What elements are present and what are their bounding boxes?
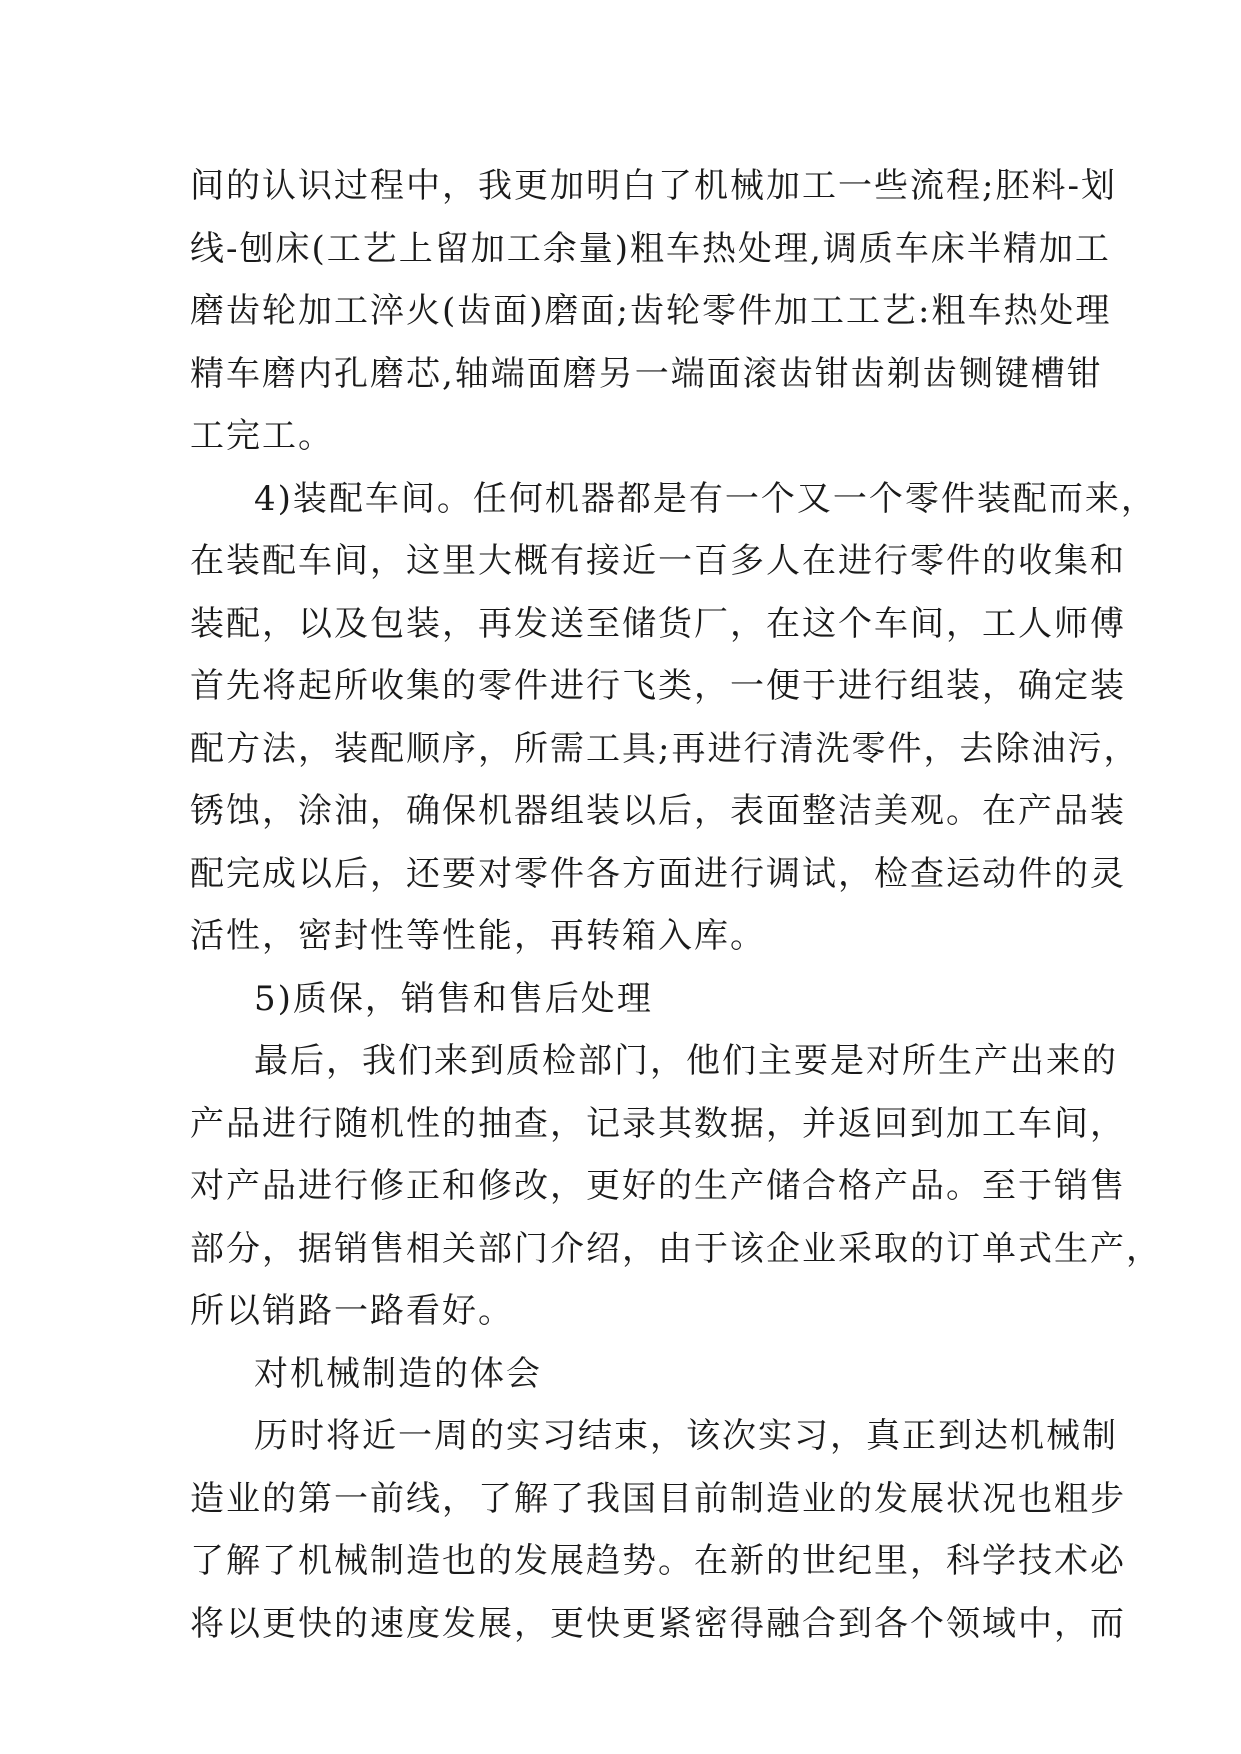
text-line: 造业的第一前线，了解了我国目前制造业的发展状况也粗步 [190,1478,1126,1519]
text-line: 线-刨床(工艺上留加工余量)粗车热处理,调质车床半精加工 [190,228,1111,269]
text-line: 活性，密封性等性能，再转箱入库。 [190,916,766,956]
text-line: 配方法，装配顺序，所需工具;再进行清洗零件，去除油污， [190,728,1140,769]
section-heading-experience: 对机械制造的体会 [254,1353,542,1394]
text-line: 首先将起所收集的零件进行飞类，一便于进行组装，确定装 [190,666,1126,706]
text-line: 装配，以及包装，再发送至储货厂，在这个车间，工人师傅 [190,603,1126,644]
text-line: 锈蚀，涂油，确保机器组装以后，表面整洁美观。在产品装 [190,791,1126,831]
text-line: 对产品进行修正和修改，更好的生产储合格产品。至于销售 [190,1166,1126,1206]
section-heading-assembly: 4)装配车间。任何机器都是有一个又一个零件装配而来， [254,478,1157,519]
section-heading-quality: 5)质保，销售和售后处理 [254,978,653,1019]
text-line: 磨齿轮加工淬火(齿面)磨面;齿轮零件加工工艺:粗车热处理 [190,291,1112,331]
text-line: 间的认识过程中，我更加明白了机械加工一些流程;胚料-划 [190,166,1117,206]
text-line: 产品进行随机性的抽查，记录其数据，并返回到加工车间， [190,1103,1126,1144]
text-line: 配完成以后，还要对零件各方面进行调试，检查运动件的灵 [190,853,1126,894]
text-line: 了解了机械制造也的发展趋势。在新的世纪里，科学技术必 [190,1541,1126,1581]
document-body [190,155,1162,1655]
text-line: 在装配车间，这里大概有接近一百多人在进行零件的收集和 [190,541,1126,581]
text-line: 精车磨内孔磨芯,轴端面磨另一端面滚齿钳齿剃齿铡键槽钳 [190,353,1103,394]
text-line: 最后，我们来到质检部门，他们主要是对所生产出来的 [254,1041,1118,1081]
text-line: 所以销路一路看好。 [190,1291,514,1331]
text-line: 将以更快的速度发展，更快更紧密得融合到各个领域中，而 [190,1603,1126,1644]
text-line: 历时将近一周的实习结束，该次实习，真正到达机械制 [254,1416,1118,1456]
text-line: 工完工。 [190,416,334,456]
text-line: 部分，据销售相关部门介绍，由于该企业采取的订单式生产， [190,1228,1162,1269]
